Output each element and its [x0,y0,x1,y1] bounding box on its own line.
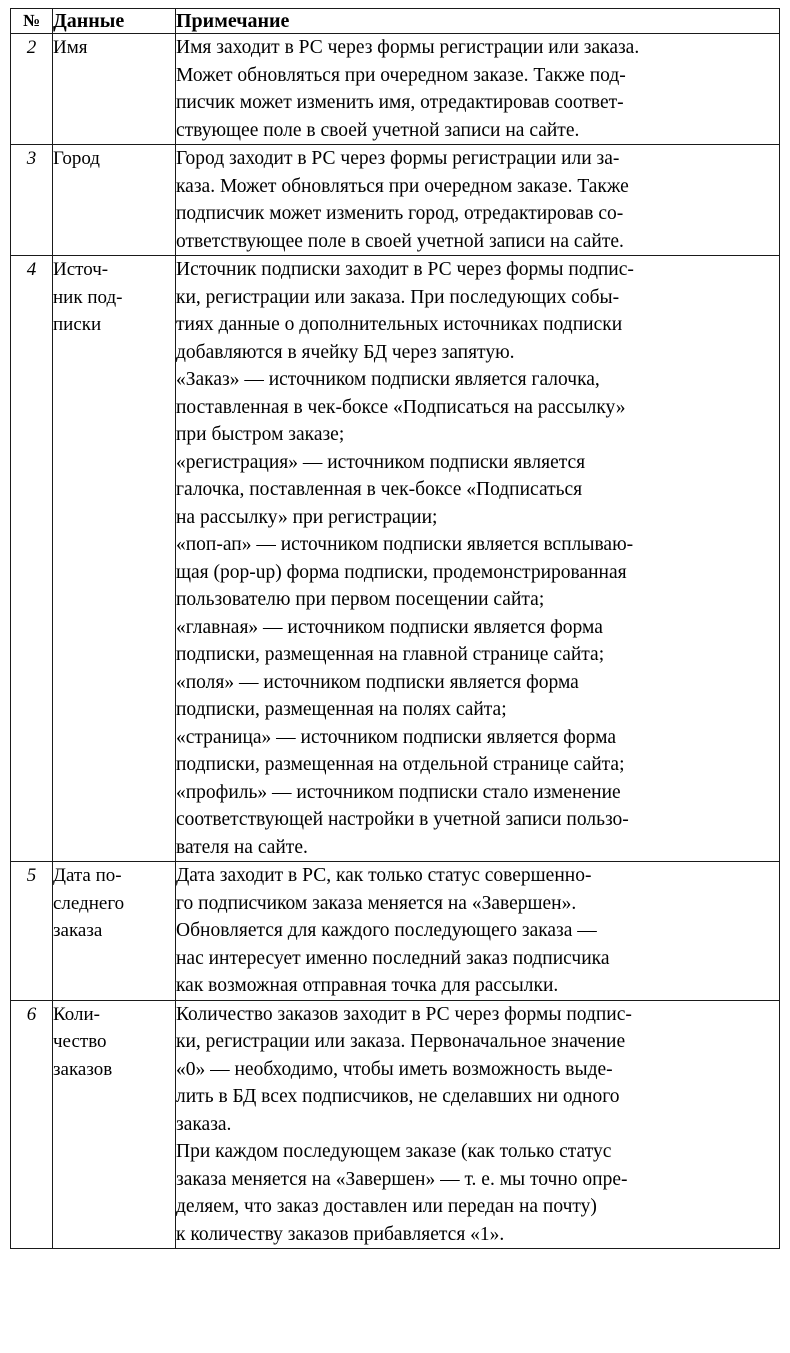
text-line: Дата по- [53,865,122,886]
row-number: 4 [11,256,53,862]
text-line: ник под- [53,286,123,308]
table-header-row [11,9,780,34]
text-line: писчик может изменить имя, отредактировав соответ- [176,92,624,113]
text-line: подписчик может изменить город, отредактировав со- [176,203,624,224]
text-line: «профиль» — источником подписки стало изменение [176,781,621,803]
text-line: «главная» — источником подписки является форма [176,616,603,638]
text-line: галочка, поставленная в чек-боксе «Подписаться [176,479,583,500]
table-body [11,34,780,1249]
text-line: подписки, размещенная на полях сайта; [176,699,507,720]
text-line: нас интересует именно последний заказ подписчика [176,947,610,969]
row-number: 5 [11,862,53,1001]
row-number: 2 [11,34,53,145]
row-data-name [53,862,176,1001]
row-comment [176,256,780,862]
table-row [11,1000,780,1249]
text-line: вателя на сайте. [176,836,308,858]
text-line: щая (pop-up) форма подписки, продемонстрированная [176,561,627,583]
text-line: ки, регистрации или заказа. Первоначальное значение [176,1031,626,1052]
row-comment [176,145,780,256]
text-line: чество [53,1031,107,1052]
table-header [11,9,780,34]
text-line: деляем, что заказ доставлен или передан на почту) [176,1196,597,1217]
text-line: заказа [53,920,103,941]
text-line: Источник подписки заходит в РС через формы подпис- [176,259,634,280]
text-line: Количество заказов заходит в РС через формы подпис- [176,1003,632,1025]
column-header-data: Данные [53,9,176,34]
text-line: к количеству заказов прибавляется «1». [176,1223,505,1245]
row-data-name [53,145,176,256]
text-line: «Заказ» — источником подписки является галочка, [176,369,600,390]
text-line: Коли- [53,1003,100,1025]
table-row [11,256,780,862]
row-data-name [53,1000,176,1249]
row-comment [176,34,780,145]
text-line: поставленная в чек-боксе «Подписаться на рассылку» [176,396,626,418]
row-number: 3 [11,145,53,256]
text-line: ствующее поле в своей учетной записи на сайте. [176,119,580,141]
row-comment [176,1000,780,1249]
text-line: «0» — необходимо, чтобы иметь возможность выде- [176,1058,613,1080]
text-line: «страница» — источником подписки является форма [176,726,616,748]
row-data-name [53,256,176,862]
text-line: как возможная отправная точка для рассылки. [176,975,559,996]
text-line: Имя [53,37,88,58]
row-comment [176,862,780,1001]
text-line: Может обновляться при очередном заказе. Также под- [176,64,626,86]
table-row [11,34,780,145]
text-line: писки [53,314,102,335]
text-line: заказа. [176,1113,232,1135]
subscriber-data-table [10,8,780,1249]
row-data-name [53,34,176,145]
table-row [11,145,780,256]
text-line: Город заходит в РС через формы регистрации или за- [176,148,620,169]
text-line: соответствующей настройки в учетной записи пользо- [176,809,629,830]
text-line: подписки, размещенная на главной странице сайта; [176,644,605,665]
text-line: Имя заходит в РС через формы регистрации или заказа. [176,37,640,58]
text-line: ответствующее поле в своей учетной записи на сайте. [176,230,624,252]
text-line: пользователю при первом посещении сайта; [176,589,545,610]
text-line: каза. Может обновляться при очередном заказе. Также [176,175,629,197]
text-line: ки, регистрации или заказа. При последующих собы- [176,286,620,308]
row-number: 6 [11,1000,53,1249]
text-line: «регистрация» — источником подписки является [176,451,586,473]
text-line: При каждом последующем заказе (как только статус [176,1141,612,1162]
text-line: лить в БД всех подписчиков, не сделавших ни одного [176,1086,620,1107]
text-line: Источ- [53,259,109,280]
text-line: подписки, размещенная на отдельной странице сайта; [176,754,625,775]
text-line: го подписчиком заказа меняется на «Завершен». [176,892,577,914]
table-row [11,862,780,1001]
text-line: на рассылку» при регистрации; [176,506,438,528]
text-line: Обновляется для каждого последующего заказа — [176,920,597,941]
text-line: добавляются в ячейку БД через запятую. [176,341,515,363]
text-line: Город [53,148,100,169]
text-line: при быстром заказе; [176,424,345,445]
text-line: заказа меняется на «Завершен» — т. е. мы точно опре- [176,1168,628,1190]
text-line: «поп-ап» — источником подписки является всплываю- [176,534,634,555]
text-line: заказов [53,1058,113,1080]
column-header-number: № [11,9,53,34]
text-line: Дата заходит в РС, как только статус совершенно- [176,865,592,886]
text-line: тиях данные о дополнительных источниках подписки [176,314,623,335]
text-line: следнего [53,892,125,914]
text-line: «поля» — источником подписки является форма [176,671,579,693]
column-header-comment: Примечание [176,9,780,34]
